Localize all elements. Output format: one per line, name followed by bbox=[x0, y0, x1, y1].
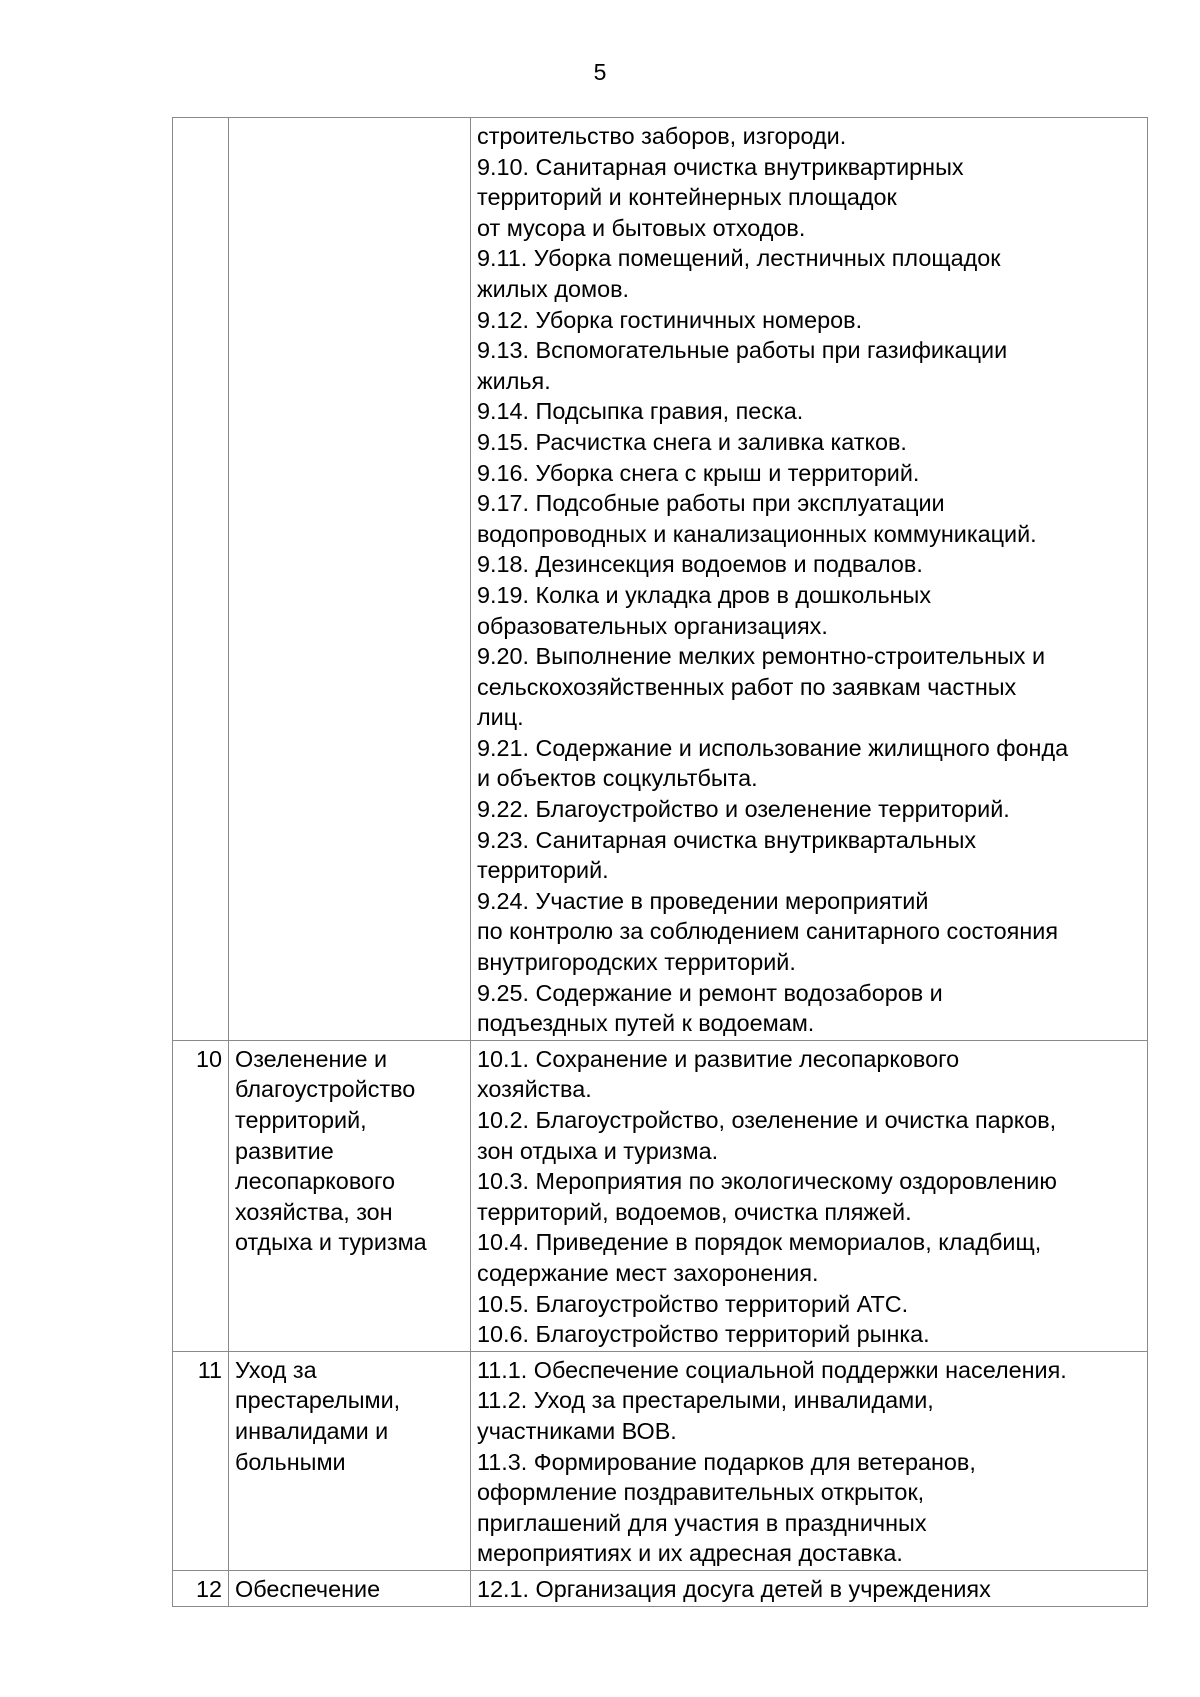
work-description-line: 9.10. Санитарная очистка внутриквартирных bbox=[477, 153, 964, 180]
work-description-line: 10.4. Приведение в порядок мемориалов, кладбищ, bbox=[477, 1229, 1042, 1256]
work-description-line: жилья. bbox=[477, 367, 551, 394]
work-type-line: престарелыми, bbox=[235, 1387, 401, 1414]
work-description-line: 9.12. Уборка гостиничных номеров. bbox=[477, 306, 863, 333]
work-description-line: и объектов соцкультбыта. bbox=[477, 765, 758, 792]
work-description-line: образовательных организациях. bbox=[477, 612, 828, 639]
work-description-cell bbox=[471, 1351, 1148, 1570]
work-description-line: зон отдыха и туризма. bbox=[477, 1137, 719, 1164]
work-description-line: 9.13. Вспомогательные работы при газификации bbox=[477, 337, 1008, 364]
work-description-line: сельскохозяйственных работ по заявкам частных bbox=[477, 673, 1017, 700]
row-number-cell: 12 bbox=[173, 1570, 229, 1606]
table-row bbox=[173, 1570, 1148, 1606]
work-description-line: жилых домов. bbox=[477, 275, 630, 302]
work-type-line: хозяйства, зон bbox=[235, 1198, 393, 1225]
work-description-line: 9.22. Благоустройство и озеленение территорий. bbox=[477, 796, 1010, 823]
page-number: 5 bbox=[593, 59, 607, 85]
work-description-line: 10.2. Благоустройство, озеленение и очистка парков, bbox=[477, 1107, 1057, 1133]
work-description-line: 9.25. Содержание и ремонт водозаборов и bbox=[477, 979, 943, 1006]
work-description-line: внутригородских территорий. bbox=[477, 949, 796, 976]
work-description-line: 9.18. Дезинсекция водоемов и подвалов. bbox=[477, 551, 923, 578]
work-description-line: 9.21. Содержание и использование жилищного фонда bbox=[477, 734, 1069, 761]
work-description-line: территорий и контейнерных площадок bbox=[477, 184, 897, 211]
works-table bbox=[172, 117, 1148, 1607]
work-description-line: приглашений для участия в праздничных bbox=[477, 1509, 927, 1536]
work-description-line: содержание мест захоронения. bbox=[477, 1259, 819, 1286]
row-number-cell bbox=[173, 118, 229, 1041]
work-type-line: больными bbox=[235, 1448, 346, 1475]
work-type-cell bbox=[229, 1570, 471, 1606]
work-type-line: Уход за bbox=[235, 1356, 317, 1383]
work-description-line: по контролю за соблюдением санитарного состояния bbox=[477, 918, 1058, 945]
work-description-line: 9.19. Колка и укладка дров в дошкольных bbox=[477, 581, 932, 608]
work-description-line: 10.3. Мероприятия по экологическому оздоровлению bbox=[477, 1168, 1057, 1195]
work-description-line: строительство заборов, изгороди. bbox=[477, 123, 847, 149]
table-row bbox=[173, 118, 1148, 1041]
work-description-line: территорий, водоемов, очистка пляжей. bbox=[477, 1198, 912, 1225]
work-type-line: отдыха и туризма bbox=[235, 1229, 427, 1256]
work-type-line: Обеспечение bbox=[235, 1575, 381, 1602]
work-description-line: 9.24. Участие в проведении мероприятий bbox=[477, 887, 929, 914]
work-description-line: лиц. bbox=[477, 704, 524, 731]
work-description-line: от мусора и бытовых отходов. bbox=[477, 214, 806, 241]
work-description-line: 10.6. Благоустройство территорий рынка. bbox=[477, 1321, 930, 1348]
work-description-line: 11.1. Обеспечение социальной поддержки населения. bbox=[477, 1356, 1067, 1383]
work-description-line: территорий. bbox=[477, 857, 609, 884]
work-description-line: 9.11. Уборка помещений, лестничных площадок bbox=[477, 245, 1001, 272]
work-type-line: территорий, bbox=[235, 1107, 367, 1133]
work-type-cell bbox=[229, 118, 471, 1041]
work-description-cell bbox=[471, 118, 1148, 1041]
work-description-cell bbox=[471, 1040, 1148, 1351]
work-type-cell bbox=[229, 1040, 471, 1351]
work-description-line: подъездных путей к водоемам. bbox=[477, 1010, 815, 1037]
work-description-line: 9.16. Уборка снега с крыш и территорий. bbox=[477, 459, 920, 486]
work-description-line: 10.5. Благоустройство территорий АТС. bbox=[477, 1290, 909, 1317]
work-description-line: мероприятиях и их адресная доставка. bbox=[477, 1540, 903, 1567]
work-description-line: 9.20. Выполнение мелких ремонтно-строительных и bbox=[477, 643, 1046, 670]
table-body bbox=[173, 118, 1148, 1607]
work-description-cell bbox=[471, 1570, 1148, 1606]
work-description-line: водопроводных и канализационных коммуникаций. bbox=[477, 520, 1037, 547]
row-number-cell: 11 bbox=[173, 1351, 229, 1570]
work-description-line: 9.14. Подсыпка гравия, песка. bbox=[477, 398, 804, 425]
work-description-line: 9.23. Санитарная очистка внутриквартальных bbox=[477, 826, 977, 853]
row-number-cell: 10 bbox=[173, 1040, 229, 1351]
work-type-line: Озеленение и bbox=[235, 1045, 388, 1072]
work-type-cell bbox=[229, 1351, 471, 1570]
work-type-line: инвалидами и bbox=[235, 1417, 389, 1444]
work-description-line: участниками ВОВ. bbox=[477, 1417, 677, 1444]
work-type-line: благоустройство bbox=[235, 1076, 416, 1103]
work-description-line: хозяйства. bbox=[477, 1076, 592, 1103]
work-description-line: 11.2. Уход за престарелыми, инвалидами, bbox=[477, 1387, 934, 1414]
work-description-line: 9.17. Подсобные работы при эксплуатации bbox=[477, 490, 945, 517]
work-description-line: 10.1. Сохранение и развитие лесопаркового bbox=[477, 1045, 960, 1072]
work-type-line: развитие bbox=[235, 1137, 334, 1164]
work-type-line: лесопаркового bbox=[235, 1168, 396, 1195]
work-description-line: 11.3. Формирование подарков для ветеранов, bbox=[477, 1448, 976, 1475]
table-row bbox=[173, 1040, 1148, 1351]
work-description-line: 12.1. Организация досуга детей в учреждениях bbox=[477, 1575, 991, 1602]
work-description-line: оформление поздравительных открыток, bbox=[477, 1479, 925, 1506]
table-row bbox=[173, 1351, 1148, 1570]
work-description-line: 9.15. Расчистка снега и заливка катков. bbox=[477, 428, 907, 455]
